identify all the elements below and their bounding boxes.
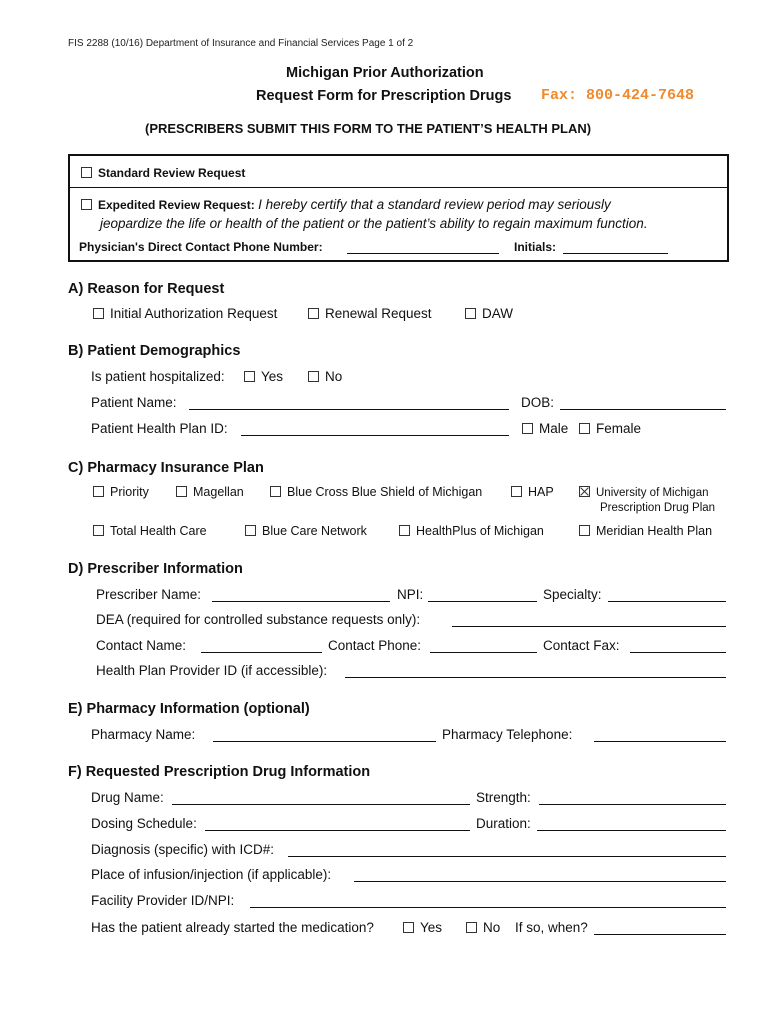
patient-plan-id-field[interactable] xyxy=(241,435,509,436)
specialty-field[interactable] xyxy=(608,601,726,602)
expedited-review-option[interactable] xyxy=(81,197,611,212)
form-subtitle: (PRESCRIBERS SUBMIT THIS FORM TO THE PATIENT’S HEALTH PLAN) xyxy=(145,121,592,136)
duration-label: Duration: xyxy=(476,816,531,831)
prescriber-name-label: Prescriber Name: xyxy=(96,587,202,602)
contact-name-label: Contact Name: xyxy=(96,638,187,653)
initial-authorization-label: Initial Authorization Request xyxy=(110,306,278,321)
section-a-title: A) Reason for Request xyxy=(68,281,225,297)
box-divider xyxy=(70,187,727,188)
plan-meridian-label: Meridian Health Plan xyxy=(596,524,713,538)
form-title-line1: Michigan Prior Authorization xyxy=(286,65,484,81)
plan-umich-label-line2: Prescription Drug Plan xyxy=(600,502,716,514)
expedited-review-label: Expedited Review Request: xyxy=(98,198,255,212)
plan-umich-checkbox[interactable] xyxy=(579,486,590,497)
physician-phone-label: Physician's Direct Contact Phone Number: xyxy=(79,240,323,254)
dosing-schedule-field[interactable] xyxy=(205,830,470,831)
initial-authorization-option[interactable] xyxy=(93,306,277,321)
plan-total-health-care-label: Total Health Care xyxy=(110,524,207,538)
prescriber-name-field[interactable] xyxy=(212,601,390,602)
npi-label: NPI: xyxy=(397,587,424,602)
dea-field[interactable] xyxy=(452,626,726,627)
dosing-schedule-label: Dosing Schedule: xyxy=(91,816,197,831)
plan-total-health-care-checkbox[interactable] xyxy=(93,525,104,536)
renewal-checkbox[interactable] xyxy=(308,308,319,319)
dea-label: DEA (required for controlled substance requests only): xyxy=(96,612,421,627)
started-yes-option[interactable] xyxy=(403,920,442,935)
started-no-option[interactable] xyxy=(466,920,500,935)
pharmacy-phone-field[interactable] xyxy=(594,741,726,742)
plan-meridian-checkbox[interactable] xyxy=(579,525,590,536)
daw-checkbox[interactable] xyxy=(465,308,476,319)
plan-hap-option[interactable] xyxy=(511,485,554,499)
section-b-title: B) Patient Demographics xyxy=(68,343,241,359)
drug-name-field[interactable] xyxy=(172,804,470,805)
facility-provider-field[interactable] xyxy=(250,907,726,908)
plan-hap-label: HAP xyxy=(528,485,554,499)
hospitalized-yes-option[interactable] xyxy=(244,369,283,384)
plan-blue-care-network-label: Blue Care Network xyxy=(262,524,367,538)
plan-hap-checkbox[interactable] xyxy=(511,486,522,497)
patient-name-label: Patient Name: xyxy=(91,395,177,410)
contact-phone-label: Contact Phone: xyxy=(328,638,422,653)
dob-label: DOB: xyxy=(521,395,555,410)
plan-meridian-option[interactable] xyxy=(579,524,712,538)
female-option[interactable] xyxy=(579,421,641,436)
started-medication-label: Has the patient already started the medication? xyxy=(91,920,374,935)
section-c-title: C) Pharmacy Insurance Plan xyxy=(68,460,264,476)
plan-bcbsm-option[interactable] xyxy=(270,485,482,499)
hospitalized-label: Is patient hospitalized: xyxy=(91,369,225,384)
plan-total-health-care-option[interactable] xyxy=(93,524,207,538)
section-d-title: D) Prescriber Information xyxy=(68,561,243,577)
section-f-title: F) Requested Prescription Drug Information xyxy=(68,764,371,780)
standard-review-checkbox[interactable] xyxy=(81,167,92,178)
plan-priority-checkbox[interactable] xyxy=(93,486,104,497)
plan-bcbsm-label: Blue Cross Blue Shield of Michigan xyxy=(287,485,483,499)
hospitalized-yes-checkbox[interactable] xyxy=(244,371,255,382)
npi-field[interactable] xyxy=(428,601,537,602)
facility-provider-label: Facility Provider ID/NPI: xyxy=(91,893,235,908)
started-yes-checkbox[interactable] xyxy=(403,922,414,933)
initials-field[interactable] xyxy=(563,253,668,254)
plan-umich-option[interactable] xyxy=(579,486,708,499)
plan-blue-care-network-option[interactable] xyxy=(245,524,367,538)
male-option[interactable] xyxy=(522,421,568,436)
form-title-line2: Request Form for Prescription Drugs xyxy=(256,88,512,104)
daw-label: DAW xyxy=(482,306,513,321)
expedited-certification-line2: jeopardize the life or health of the patient or the patient’s ability to regain maximum function. xyxy=(100,216,648,231)
started-when-field[interactable] xyxy=(594,934,726,935)
expedited-review-checkbox[interactable] xyxy=(81,199,92,210)
diagnosis-label: Diagnosis (specific) with ICD#: xyxy=(91,842,275,857)
contact-phone-field[interactable] xyxy=(430,652,537,653)
plan-umich-label-line1: University of Michigan xyxy=(596,487,709,499)
strength-field[interactable] xyxy=(539,804,726,805)
started-no-label: No xyxy=(483,920,501,935)
drug-name-label: Drug Name: xyxy=(91,790,164,805)
female-label: Female xyxy=(596,421,642,436)
fax-number: Fax: 800-424-7648 xyxy=(541,87,695,104)
contact-name-field[interactable] xyxy=(201,652,322,653)
pharmacy-phone-label: Pharmacy Telephone: xyxy=(442,727,573,742)
infusion-place-field[interactable] xyxy=(354,881,726,882)
plan-bcbsm-checkbox[interactable] xyxy=(270,486,281,497)
male-checkbox[interactable] xyxy=(522,423,533,434)
plan-healthplus-option[interactable] xyxy=(399,524,544,538)
plan-healthplus-checkbox[interactable] xyxy=(399,525,410,536)
pharmacy-name-label: Pharmacy Name: xyxy=(91,727,196,742)
dob-field[interactable] xyxy=(560,409,726,410)
hospitalized-no-checkbox[interactable] xyxy=(308,371,319,382)
started-no-checkbox[interactable] xyxy=(466,922,477,933)
review-type-box xyxy=(68,154,729,262)
plan-blue-care-network-checkbox[interactable] xyxy=(245,525,256,536)
plan-priority-label: Priority xyxy=(110,485,149,499)
contact-fax-label: Contact Fax: xyxy=(543,638,620,653)
form-id: FIS 2288 (10/16) Department of Insurance and Financial Services Page 1 of 2 xyxy=(68,38,414,49)
female-checkbox[interactable] xyxy=(579,423,590,434)
renewal-option[interactable] xyxy=(308,306,432,321)
expedited-certification-line1: I hereby certify that a standard review period may seriously xyxy=(258,197,611,212)
provider-id-label: Health Plan Provider ID (if accessible): xyxy=(96,663,328,678)
infusion-place-label: Place of infusion/injection (if applicable): xyxy=(91,867,332,882)
started-yes-label: Yes xyxy=(420,920,443,935)
plan-healthplus-label: HealthPlus of Michigan xyxy=(416,524,544,538)
initials-label: Initials: xyxy=(514,240,557,254)
hospitalized-no-option[interactable] xyxy=(308,369,342,384)
standard-review-option[interactable] xyxy=(81,166,245,180)
started-when-label: If so, when? xyxy=(515,920,588,935)
pharmacy-name-field[interactable] xyxy=(213,741,436,742)
physician-phone-field[interactable] xyxy=(347,253,499,254)
duration-field[interactable] xyxy=(537,830,726,831)
hospitalized-no-label: No xyxy=(325,369,343,384)
standard-review-label: Standard Review Request xyxy=(98,166,246,180)
initial-authorization-checkbox[interactable] xyxy=(93,308,104,319)
patient-plan-id-label: Patient Health Plan ID: xyxy=(91,421,228,436)
male-label: Male xyxy=(539,421,569,436)
diagnosis-field[interactable] xyxy=(288,856,726,857)
specialty-label: Specialty: xyxy=(543,587,602,602)
contact-fax-field[interactable] xyxy=(630,652,726,653)
hospitalized-yes-label: Yes xyxy=(261,369,284,384)
renewal-label: Renewal Request xyxy=(325,306,432,321)
daw-option[interactable] xyxy=(465,306,513,321)
provider-id-field[interactable] xyxy=(345,677,726,678)
strength-label: Strength: xyxy=(476,790,531,805)
plan-magellan-option[interactable] xyxy=(176,485,244,499)
section-e-title: E) Pharmacy Information (optional) xyxy=(68,701,310,717)
plan-priority-option[interactable] xyxy=(93,485,149,499)
patient-name-field[interactable] xyxy=(189,409,509,410)
plan-magellan-checkbox[interactable] xyxy=(176,486,187,497)
plan-magellan-label: Magellan xyxy=(193,485,244,499)
